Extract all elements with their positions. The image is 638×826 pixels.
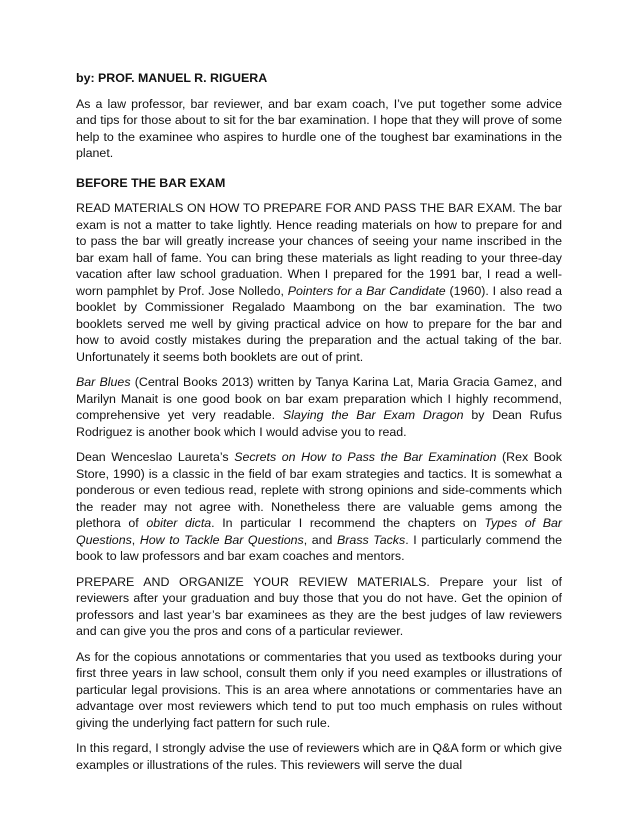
text: (Central Books 2013) written by Tanya Karina Lat, Maria Gracia Gamez, and Marilyn Manait is one good book on bar exam preparation which I highly recommend, comprehensive yet very readable.: [76, 375, 562, 422]
paragraph-read-materials: [76, 200, 562, 365]
chapter-title: Brass Tacks: [337, 532, 406, 547]
book-title: Slaying the Bar Exam Dragon: [282, 408, 464, 422]
text: Dean Wenceslao Laureta’s: [76, 450, 235, 464]
chapter-title: How to Tackle Bar Questions: [139, 532, 304, 547]
chapter-title: Types of Bar Questions: [76, 516, 562, 547]
paragraph-annotations: As for the copious annotations or commentaries that you used as textbooks during your first three years in law school, consult them only if you need examples or illustrations of particular legal provisions. This is an area where annotations or commentaries have an advantage over most reviewers which tend to put too much emphasis on rules without giving the underlying fact pattern for such rule.: [76, 649, 562, 730]
latin-term: obiter dicta: [146, 516, 212, 530]
paragraph-qa-reviewers: In this regard, I strongly advise the use of reviewers which are in Q&A form or which give examples or illustrations of the rules. This reviewers will serve the dual: [76, 741, 562, 772]
paragraph-laureta: [76, 449, 562, 565]
text: . I particularly commend the book to law professors and bar exam coaches and mentors.: [76, 532, 562, 563]
book-title: Secrets on How to Pass the Bar Examination: [234, 450, 497, 464]
paragraph-bar-blues: [76, 374, 562, 440]
text: (1960). I also read a booklet by Commissioner Regalado Maambong on the bar examination. The two booklets served me well by giving practical advice on how to prepare for the bar and how to avoid costly mistakes during the preparation and the actual taking of the bar. Unfortunately it seems both booklets are out of print.: [76, 283, 562, 364]
book-title: Pointers for a Bar Candidate: [287, 283, 446, 298]
text: ,: [131, 532, 140, 547]
intro-paragraph: As a law professor, bar reviewer, and bar exam coach, I’ve put together some advice and tips for those about to sit for the bar examination. I hope that they will prove of some help to the examinee who aspires to hurdle one of the toughest bar examinations in the planet.: [76, 96, 562, 160]
text: (Rex Book Store, 1990) is a classic in the field of bar exam strategies and tactics. It is somewhat a ponderous or even tedious read, replete with strong opinions and side-comments which the reader may not agree with. Nonetheless there are valuable gems among the plethora of: [76, 450, 562, 530]
text: READ MATERIALS ON HOW TO PREPARE FOR AND PASS THE BAR EXAM. The bar exam is not a matter to take lightly. Hence reading materials on how to prepare for and to pass the bar will greatly increase your chances of seeing your name inscribed in the bar exam hall of fame. You can bring these materials as light reading to your three-day vacation after law school graduation. When I prepared for the 1991 bar, I read a well-worn pamphlet by Prof. Jose Nolledo,: [76, 201, 562, 298]
text: , and: [303, 532, 338, 547]
text: . In particular I recommend the chapters on: [211, 516, 485, 530]
book-title: Bar Blues: [76, 375, 131, 389]
text: by Dean Rufus Rodriguez is another book which I would advise you to read.: [76, 408, 562, 439]
section-heading: BEFORE THE BAR EXAM: [76, 175, 226, 190]
author-byline: by: PROF. MANUEL R. RIGUERA: [76, 71, 268, 85]
paragraph-review-materials: PREPARE AND ORGANIZE YOUR REVIEW MATERIALS. Prepare your list of reviewers after your graduation and buy those that you do not have. Get the opinion of professors and last year’s bar examinees as they are the best judges of law reviewers and can give you the pros and cons of a particular reviewer.: [76, 574, 562, 638]
document-page: [76, 70, 562, 782]
